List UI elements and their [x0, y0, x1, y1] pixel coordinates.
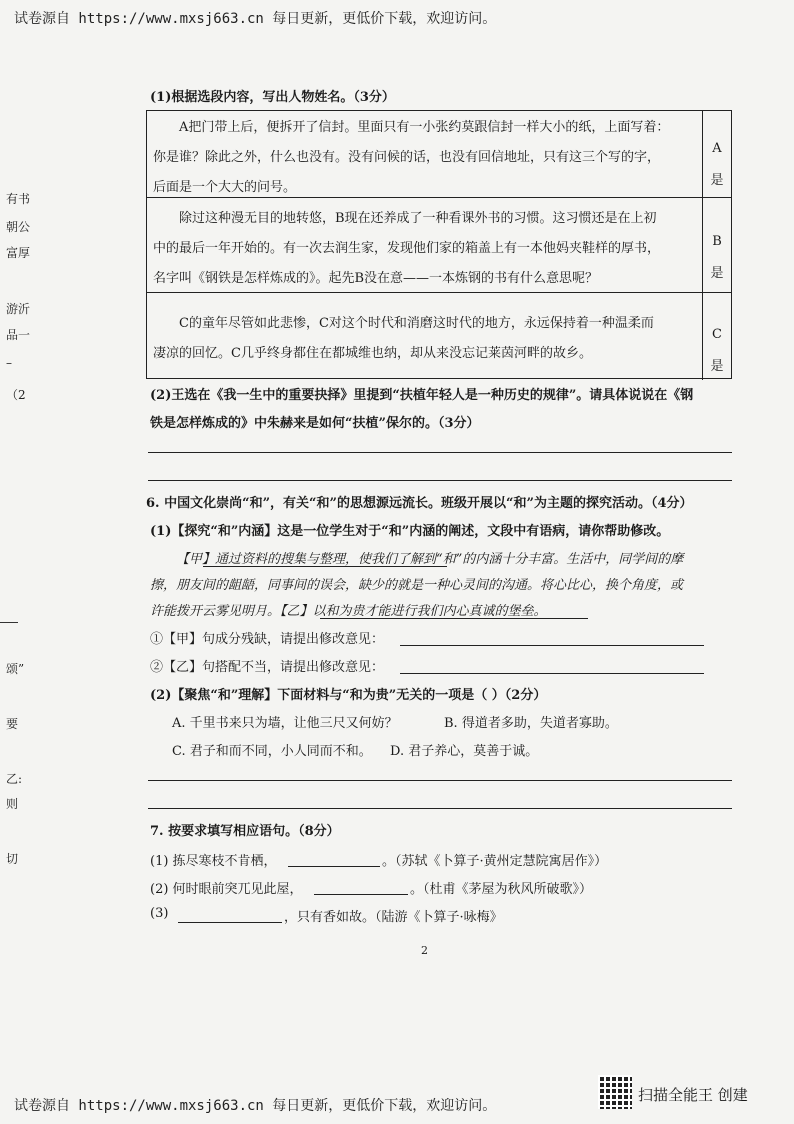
table-row [147, 293, 731, 380]
q7-item2-start: (2) 何时眼前突兀见此屋， [150, 882, 303, 897]
character-table [146, 110, 732, 379]
margin-fragment: 颂” [6, 662, 25, 676]
q6-passage-line: 【甲】通过资料的搜集与整理，使我们了解到“和”的内涵十分丰富。生活中，同学间的摩 [176, 552, 684, 567]
q7-item2-end: 。（杜甫《茅屋为秋风所破歌》） [410, 882, 593, 897]
option-c[interactable]: C. 君子和而不同，小人同而不和。 [172, 744, 372, 759]
margin-fragment: 乙: [6, 772, 23, 786]
scanner-credit: 扫描全能王 创建 [638, 1086, 748, 1104]
passage-line: 后面是一个大大的问号。 [153, 180, 297, 195]
table-row [147, 198, 731, 293]
q6-sub1-prompt: (1)【探究“和”内涵】这是一位学生对于“和”内涵的阐述，文段中有语病，请你帮助修改。 [150, 524, 670, 539]
passage-line: A把门带上后，便拆开了信封。里面只有一小张约莫跟信封一样大小的纸，上面写着： [179, 120, 670, 135]
q7-item3-start: (3) [150, 906, 169, 921]
q6-fix1-prompt: ①【甲】句成分残缺，请提出修改意见： [150, 632, 385, 647]
q6-passage-line: 擦，朋友间的龃龉，同事间的误会，缺少的就是一种心灵间的沟通。将心比心，换个角度，或 [150, 578, 684, 593]
passage-underline [320, 618, 588, 619]
answer-cell-b[interactable] [702, 198, 731, 292]
passage-c [153, 309, 701, 369]
answer-label: 是 [710, 266, 724, 281]
q6-title: 6. 中国文化崇尚“和”，有关“和”的思想源远流长。班级开展以“和”为主题的探究活动。（4分） [146, 496, 693, 511]
answer-label: A [712, 141, 722, 156]
page-number: 2 [421, 944, 428, 957]
q5-sub2-prompt-line2: 铁是怎样炼成的》中朱赫来是如何“扶植”保尔的。（3分） [150, 416, 480, 431]
margin-fragment: 品一 [6, 328, 31, 342]
fix1-answer-line[interactable] [400, 645, 704, 646]
passage-line: 凄凉的回忆。C几乎终身都住在都城维也纳，却从来没忘记莱茵河畔的故乡。 [153, 346, 592, 361]
q6-passage-line: 许能拨开云雾见明月。【乙】以和为贵才能进行我们内心真诚的堡垒。 [150, 604, 547, 619]
q7-blank-3[interactable] [178, 922, 282, 923]
answer-cell-a[interactable] [702, 111, 731, 197]
margin-fragment: 富厚 [6, 246, 31, 260]
option-a[interactable]: A. 千里书来只为墙，让他三尺又何妨？ [172, 716, 398, 731]
margin-fragment: – [6, 356, 12, 370]
margin-fragment: （2 [6, 388, 26, 402]
passage-a [153, 113, 701, 203]
q5-sub1-prompt: (1)根据选段内容，写出人物姓名。（3分） [150, 90, 395, 105]
q7-item1-start: (1) 拣尽寒枝不肯栖， [150, 854, 277, 869]
qr-code-icon [598, 1075, 632, 1109]
header-watermark: 试卷源自 https://www.mxsj663.cn 每日更新，更低价下载，欢迎访问。 [14, 11, 497, 27]
margin-fragment: 朝公 [6, 220, 31, 234]
margin-fragment: 要 [6, 717, 19, 731]
margin-fragment: 则 [6, 797, 19, 811]
passage-line: 中的最后一年开始的。有一次去润生家，发现他们家的箱盖上有一本他妈夹鞋样的厚书， [153, 241, 661, 256]
answer-line[interactable] [148, 780, 732, 781]
passage-line: 你是谁？除此之外，什么也没有。没有问候的话，也没有回信地址，只有这三个写的字， [153, 150, 661, 165]
answer-cell-c[interactable] [702, 293, 731, 380]
fix2-answer-line[interactable] [400, 673, 704, 674]
table-row [147, 111, 731, 198]
q7-item3-end: ，只有香如故。（陆游《卜算子·咏梅》 [284, 910, 503, 925]
answer-label: B [712, 234, 722, 249]
q7-item1-end: 。（苏轼《卜算子·黄州定慧院寓居作》） [382, 854, 608, 869]
q6-fix2-prompt: ②【乙】句搭配不当，请提出修改意见： [150, 660, 385, 675]
margin-fragment: 游沂 [6, 302, 31, 316]
option-d[interactable]: D. 君子养心，莫善于诚。 [390, 744, 539, 759]
passage-line: 除过这种漫无目的地转悠，B现在还养成了一种看课外书的习惯。这习惯还是在上初 [179, 211, 657, 226]
footer-watermark: 试卷源自 https://www.mxsj663.cn 每日更新，更低价下载，欢迎访问。 [14, 1098, 497, 1114]
answer-line[interactable] [148, 808, 732, 809]
q6-sub2-prompt: (2)【聚焦“和”理解】下面材料与“和为贵”无关的一项是（ ）（2分） [150, 688, 547, 703]
margin-fragment: 有书 [6, 192, 31, 206]
q5-sub2-prompt-line1: (2)王选在《我一生中的重要抉择》里提到“扶植年轻人是一种历史的规律”。请具体说说在《钢 [150, 388, 694, 403]
answer-line[interactable] [148, 480, 732, 481]
passage-line: 名字叫《钢铁是怎样炼成的》。起先B没在意——一本炼钢的书有什么意思呢？ [153, 271, 599, 286]
margin-rule [0, 622, 18, 623]
margin-fragment: 切 [6, 852, 19, 866]
answer-line[interactable] [148, 452, 732, 453]
passage-underline [203, 566, 447, 567]
answer-label: C [712, 327, 722, 342]
passage-line: C的童年尽管如此悲惨，C对这个时代和消磨这时代的地方，永远保持着一种温柔而 [179, 316, 654, 331]
option-b[interactable]: B. 得道者多助，失道者寡助。 [444, 716, 618, 731]
q7-blank-2[interactable] [314, 894, 408, 895]
answer-label: 是 [710, 359, 724, 374]
passage-b [153, 204, 701, 294]
q7-title: 7. 按要求填写相应语句。（8分） [150, 824, 340, 839]
q7-blank-1[interactable] [288, 866, 380, 867]
answer-label: 是 [710, 173, 724, 188]
